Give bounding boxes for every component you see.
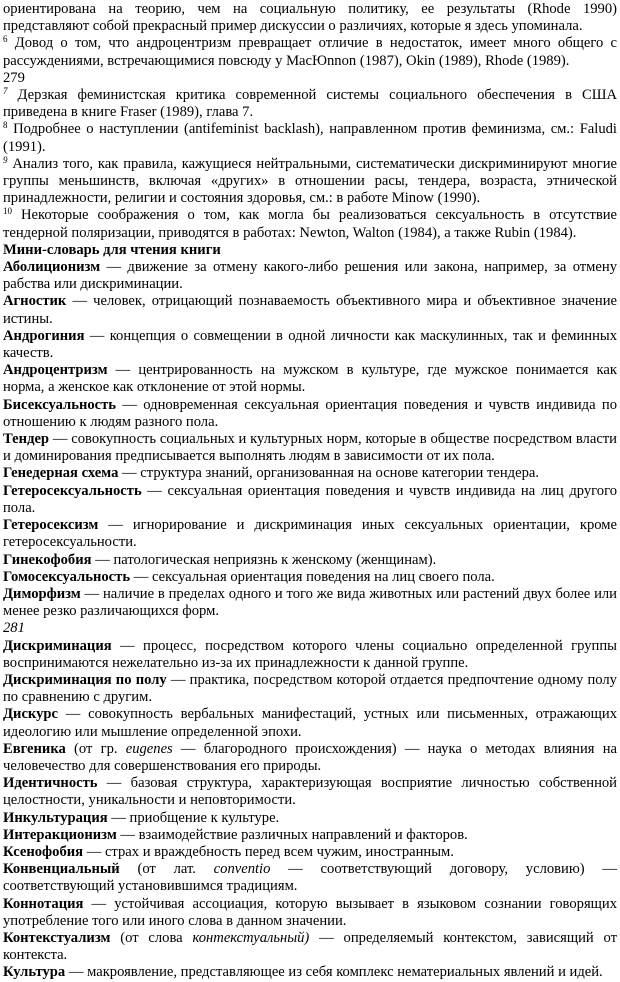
glossary-entry: [3, 638, 617, 672]
glossary-entry: [3, 896, 617, 930]
glossary-definition: — игнорирование и дискриминация иных сексуальных ориентации, кроме гетеросексуальности.: [3, 517, 617, 551]
footnote-text: Довод о том, что андроцентризм превращает отличие в недостаток, имеет много общего с рассуждениями, встречающимися повсюду у MacЮnnon (1987), Okin (1989), Rhode (1989).: [3, 35, 617, 69]
glossary-term: Диморфизм: [3, 585, 81, 602]
footnote-text: Некоторые соображения о том, как могла бы реализоваться сексуальность в отсутствие тендерной поляризации, приводятся в работах: Newton, Walton (1984), а также Rubin (1984).: [3, 207, 617, 241]
glossary-term: Дискурс: [3, 706, 59, 723]
glossary-term: Андроцентризм: [3, 362, 108, 379]
glossary-term: Культура: [3, 964, 66, 981]
glossary-term: Гинекофобия: [3, 551, 92, 568]
footnote-text: Подробнее о наступлении (antifeminist backlash), направленном против феминизма, см.: Faludi (1991).: [3, 121, 617, 155]
glossary-etymology-prefix: (от слова: [110, 929, 193, 946]
glossary-definition: — соответствующий договору, условию) — соответствующий установившимся традициям.: [3, 861, 617, 895]
glossary-term: Аболиционизм: [3, 259, 101, 276]
glossary-term: Гетеросексизм: [3, 517, 99, 534]
glossary-definition: — сексуальная ориентация поведения на лиц своего пола.: [130, 568, 495, 585]
footnote-8: [3, 121, 617, 155]
glossary-definition: — сексуальная ориентация поведения и чувств индивида на лиц другого пола.: [3, 482, 617, 516]
glossary-definition: — приобщение к культуре.: [107, 809, 280, 826]
glossary-entry: [3, 827, 617, 844]
footnote-10: [3, 207, 617, 241]
glossary-entry: [3, 465, 617, 482]
glossary-term: Генедерная схема: [3, 465, 119, 482]
glossary-entry: [3, 741, 617, 775]
footnote-9: [3, 156, 617, 208]
glossary-entry: [3, 259, 617, 293]
glossary-entry: [3, 861, 617, 895]
glossary-entry: [3, 672, 617, 706]
glossary-term: Андрогиния: [3, 327, 85, 344]
footnote-number: 7: [3, 86, 8, 97]
glossary-definition: — совокупность вербальных манифестаций, устных или письменных, отражающих идеологию или мышление определенной эпохи.: [3, 706, 617, 740]
glossary-entry: [3, 569, 617, 586]
glossary-term: Гомосексуальность: [3, 568, 131, 585]
page-number: 281: [3, 620, 25, 637]
glossary-definition: — наличие в пределах одного и того же вида животных или растений двух более или менее резко различающихся форм.: [3, 585, 617, 620]
glossary-entry: [3, 552, 617, 569]
glossary-entry: [3, 930, 617, 964]
footnote-number: 9: [3, 154, 8, 165]
glossary-entry: [3, 517, 617, 551]
footnote-text: Дерзкая феминистская критика современной системы социального обеспечения в США приведена в книге Fraser (1989), глава 7.: [3, 87, 617, 121]
glossary-definition: — движение за отмену какого-либо решения или закона, например, за отмену рабства или дискриминации.: [3, 259, 617, 293]
glossary-list: [3, 638, 617, 982]
glossary-entry: [3, 810, 617, 827]
glossary-definition: — человек, отрицающий познаваемость объективного мира и объективное значение истины.: [3, 293, 617, 327]
glossary-definition: — базовая структура, характеризующая восприятие личностью собственной целостности, уникальности и неповторимости.: [3, 775, 617, 809]
glossary-term: Идентичность: [3, 775, 98, 792]
glossary-title: Мини-словарь для чтения книги: [3, 241, 221, 258]
glossary-definition: — патологическая неприязнь к женскому (женщинам).: [91, 551, 437, 568]
glossary-term: Тендер: [3, 431, 50, 448]
glossary-term: Дискриминация: [3, 637, 112, 654]
glossary-entry: [3, 964, 617, 981]
glossary-etymology-prefix: (от лат.: [119, 861, 214, 878]
glossary-definition: — страх и враждебность перед всем чужим, иностранным.: [83, 843, 454, 860]
glossary-entry: [3, 483, 617, 517]
glossary-definition: — макроявление, представляющее из себя комплекс нематериальных явлений и идей.: [65, 964, 603, 981]
glossary-definition: — структура знаний, организованная на основе категории тендера.: [118, 465, 540, 482]
glossary-list: [3, 259, 617, 620]
footnote-6: [3, 35, 617, 69]
glossary-entry: [3, 431, 617, 465]
glossary-definition: — концепция о совмещении в одной личности как маскулинных, так и феминных качеств.: [3, 327, 617, 362]
glossary-term: Гетеросексуальность: [3, 482, 142, 499]
glossary-term: Интеракционизм: [3, 826, 117, 843]
glossary-etymology-prefix: (от гр.: [65, 740, 126, 757]
footnote-7: [3, 87, 617, 121]
glossary-definition: — взаимодействие различных направлений и факторов.: [116, 826, 468, 843]
glossary-definition: — центрированность на мужском в культуре, где мужское понимается как норма, а женское как отклонение от этой нормы.: [3, 362, 617, 396]
glossary-term: Бисексуальность: [3, 396, 117, 413]
glossary-entry: [3, 362, 617, 396]
glossary-etymology-word: eugenes: [125, 740, 173, 757]
glossary-entry: [3, 293, 617, 327]
glossary-term: Инкультурация: [3, 809, 108, 826]
glossary-term: Дискриминация по полу: [3, 671, 167, 688]
glossary-entry: [3, 775, 617, 809]
footnote-text: Анализ того, как правила, кажущиеся нейтральными, систематически дискриминируют многие группы меньшинств, включая «других» в отношении расы, тендера, возраста, этнической принадлежности, религии и состояния здоровья, см.: в работе Minow (1990).: [3, 155, 617, 207]
glossary-term: Контекстуализм: [3, 929, 111, 946]
glossary-term: Агностик: [3, 293, 67, 310]
glossary-entry: [3, 586, 617, 620]
glossary-definition: — одновременная сексуальная ориентация поведения и чувств индивида по отношению к людям разного пола.: [3, 396, 617, 430]
glossary-definition: — процесс, посредством которого члены социально определенной группы воспринимаются нежелательно из-за их принадлежности к данной группе.: [3, 637, 617, 671]
glossary-term: Конвенциальный: [3, 861, 120, 878]
glossary-etymology-word: контекстуальный): [192, 929, 310, 946]
intro-paragraph: ориентирована на теорию, чем на социальную политику, ее результаты (Rhode 1990) представляют собой прекрасный пример дискуссии о различиях, которые я здесь упоминала.: [3, 1, 617, 35]
glossary-term: Евгеника: [3, 740, 66, 757]
glossary-definition: — совокупность социальных и культурных норм, которые в обществе посредством власти и доминирования предписывается выполнять людям в зависимости от их пола.: [3, 431, 617, 465]
glossary-etymology-word: conventio: [213, 861, 271, 878]
glossary-definition: — практика, посредством которой отдается предпочтение одному полу по сравнению с другим.: [3, 671, 617, 706]
page-number: 279: [3, 69, 25, 86]
glossary-term: Коннотация: [3, 895, 84, 912]
glossary-entry: [3, 844, 617, 861]
glossary-definition: — устойчивая ассоциация, которую вызывает в языковом сознании говорящих употребление того или иного слова в данном значении.: [3, 895, 617, 929]
glossary-definition: — благородного происхождения) — наука о методах влияния на человечество для совершенствования его природы.: [3, 740, 618, 774]
footnote-number: 6: [3, 34, 8, 45]
footnote-number: 10: [3, 206, 12, 217]
glossary-entry: [3, 328, 617, 362]
glossary-term: Ксенофобия: [3, 843, 84, 860]
glossary-entry: [3, 706, 617, 740]
glossary-definition: — определяемый контекстом, зависящий от контекста.: [3, 929, 617, 964]
footnote-number: 8: [3, 120, 8, 131]
glossary-entry: [3, 397, 617, 431]
